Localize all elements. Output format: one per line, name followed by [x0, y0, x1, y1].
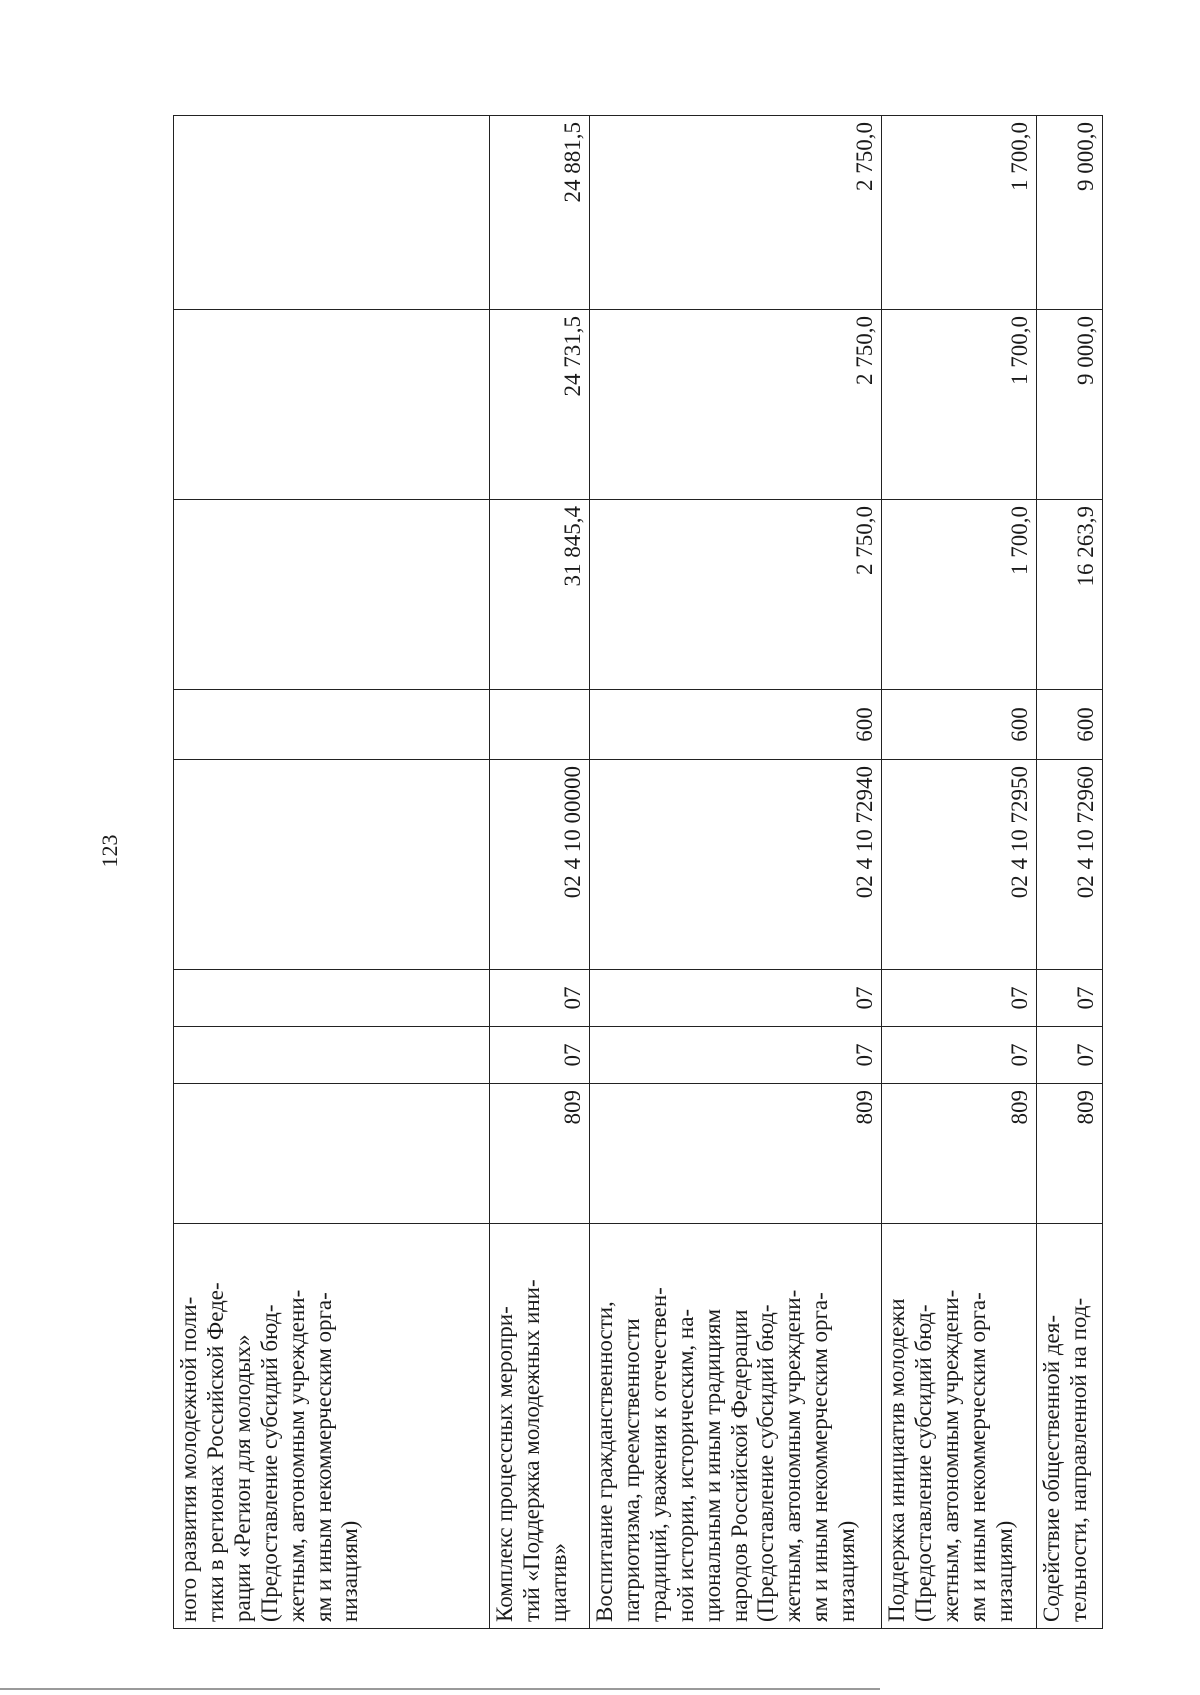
target-code: 02 4 10 72940 [590, 760, 882, 970]
amount-1: 16 263,9 [1037, 500, 1103, 690]
amount-2 [174, 310, 490, 500]
amount-3: 1 700,0 [882, 116, 1037, 310]
section-code: 07 [490, 1027, 590, 1084]
row-description: Поддержка инициатив молодежи (Предоставление субсидий бюд- жетным, автономным учреждени- ям и иным некоммерческим орга- низациям) [882, 1224, 1037, 1629]
subsection-code: 07 [882, 970, 1037, 1027]
table-row [1037, 116, 1103, 1629]
amount-1: 1 700,0 [882, 500, 1037, 690]
target-code [174, 760, 490, 970]
ministry-code [174, 1084, 490, 1224]
ministry-code: 809 [1037, 1084, 1103, 1224]
expense-type-code: 600 [1037, 690, 1103, 760]
amount-2: 1 700,0 [882, 310, 1037, 500]
scan-edge-line [0, 1688, 880, 1690]
amount-3: 9 000,0 [1037, 116, 1103, 310]
table-row [174, 116, 490, 1629]
expense-type-code [174, 690, 490, 760]
target-code: 02 4 10 72960 [1037, 760, 1103, 970]
expense-type-code: 600 [590, 690, 882, 760]
row-description: Воспитание гражданственности, патриотизма, преемственности традиций, уважения к отечествен- ной истории, историческим, на- циональным и иным традициям народов Российской Федерации (Предоставление субсидий бюд- жетным, автономным учреждени- ям и иным некоммерческим орга- низациям) [590, 1224, 882, 1629]
subsection-code: 07 [490, 970, 590, 1027]
table-row [882, 116, 1037, 1629]
amount-1 [174, 500, 490, 690]
amount-1: 2 750,0 [590, 500, 882, 690]
section-code: 07 [1037, 1027, 1103, 1084]
section-code: 07 [590, 1027, 882, 1084]
amount-1: 31 845,4 [490, 500, 590, 690]
row-description: Комплекс процессных меропри- тий «Поддержка молодежных ини- циатив» [490, 1224, 590, 1629]
subsection-code: 07 [1037, 970, 1103, 1027]
table-row [490, 116, 590, 1629]
amount-3: 24 881,5 [490, 116, 590, 310]
amount-3: 2 750,0 [590, 116, 882, 310]
ministry-code: 809 [590, 1084, 882, 1224]
budget-table [173, 115, 1103, 1629]
target-code: 02 4 10 00000 [490, 760, 590, 970]
amount-2: 24 731,5 [490, 310, 590, 500]
amount-2: 2 750,0 [590, 310, 882, 500]
budget-table-rotated [173, 116, 1102, 1629]
table-row [590, 116, 882, 1629]
page-number: 123 [97, 834, 122, 868]
section-code [174, 1027, 490, 1084]
section-code: 07 [882, 1027, 1037, 1084]
subsection-code: 07 [590, 970, 882, 1027]
amount-2: 9 000,0 [1037, 310, 1103, 500]
expense-type-code: 600 [882, 690, 1037, 760]
ministry-code: 809 [490, 1084, 590, 1224]
expense-type-code [490, 690, 590, 760]
subsection-code [174, 970, 490, 1027]
row-description: Содействие общественной дея- тельности, направленной на под- [1037, 1224, 1103, 1629]
target-code: 02 4 10 72950 [882, 760, 1037, 970]
row-description: ного развития молодежной поли- тики в регионах Российской Феде- рации «Регион для молодых» (Предоставление субсидий бюд- жетным, автономным учреждени- ям и иным некоммерческим орга- низациям) [174, 1224, 490, 1629]
ministry-code: 809 [882, 1084, 1037, 1224]
amount-3 [174, 116, 490, 310]
